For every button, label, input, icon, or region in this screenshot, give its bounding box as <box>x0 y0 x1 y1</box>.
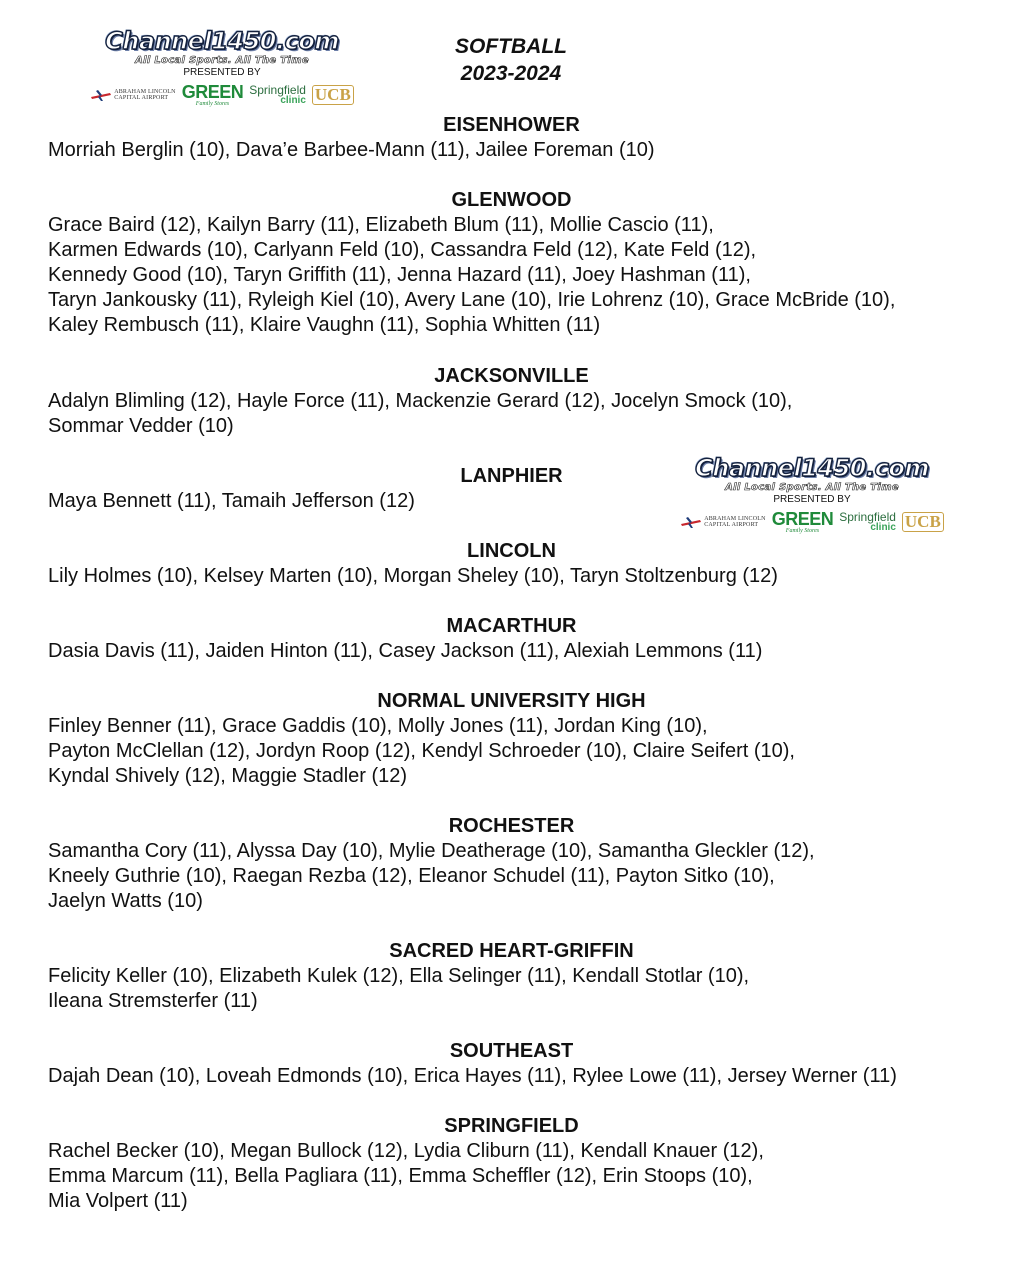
player-list <box>48 564 988 589</box>
player-line: Adalyn Blimling (12), Hayle Force (11), Mackenzie Gerard (12), Jocelyn Smock (10), <box>48 390 793 412</box>
player-line: Dajah Dean (10), Loveah Edmonds (10), Erica Hayes (11), Rylee Lowe (11), Jersey Werner (11) <box>48 1065 897 1087</box>
green-name: GREEN <box>771 508 834 529</box>
team-name: LANPHIER <box>460 465 563 487</box>
player-line: Kaley Rembusch (11), Klaire Vaughn (11), Sophia Whitten (11) <box>48 314 601 336</box>
player-line: Jaelyn Watts (10) <box>48 890 203 912</box>
team-name: NORMAL UNIVERSITY HIGH <box>377 690 646 712</box>
logo-presented-by: PRESENTED BY <box>183 67 261 78</box>
player-list <box>48 213 988 338</box>
airport-logo <box>90 87 176 103</box>
airport-name-line1: ABRAHAM LINCOLN <box>114 89 176 95</box>
player-line: Ileana Stremsterfer (11) <box>48 990 258 1012</box>
clinic-name: Springfield <box>249 83 306 97</box>
team-section-southeast <box>48 1039 988 1089</box>
ucb-logo: UCB <box>902 512 944 532</box>
player-line: Emma Marcum (11), Bella Pagliara (11), Emma Scheffler (12), Erin Stoops (10), <box>48 1165 753 1187</box>
team-section-macarthur <box>48 614 988 664</box>
player-line: Dasia Davis (11), Jaiden Hinton (11), Casey Jackson (11), Alexiah Lemmons (11) <box>48 640 763 662</box>
player-line: Lily Holmes (10), Kelsey Marten (10), Morgan Sheley (10), Taryn Stoltzenburg (12) <box>48 565 778 587</box>
season-title: 2023-2024 <box>460 62 562 85</box>
document-title <box>420 33 602 87</box>
team-section-normal-university-high <box>48 689 988 789</box>
green-family-stores-logo <box>181 81 244 107</box>
player-line: Taryn Jankousky (11), Ryleigh Kiel (10), Avery Lane (10), Irie Lohrenz (10), Grace McBride (10), <box>48 289 896 311</box>
logo-presented-by: PRESENTED BY <box>773 494 851 505</box>
team-name: SACRED HEART-GRIFFIN <box>389 940 634 962</box>
player-line: Samantha Cory (11), Alyssa Day (10), Mylie Deatherage (10), Samantha Gleckler (12), <box>48 840 815 862</box>
team-name: MACARTHUR <box>446 615 577 637</box>
springfield-clinic-logo <box>249 84 306 106</box>
logo-tagline: All Local Sports. All The Time <box>725 482 899 493</box>
player-line: Kyndal Shively (12), Maggie Stadler (12) <box>48 765 408 787</box>
team-section-lincoln <box>48 539 988 589</box>
team-name: EISENHOWER <box>443 114 580 136</box>
green-sub: Family Stores <box>195 100 230 107</box>
team-section-rochester <box>48 814 988 914</box>
player-list <box>48 639 988 664</box>
sponsor-logos <box>674 507 950 537</box>
player-line: Finley Benner (11), Grace Gaddis (10), Molly Jones (11), Jordan King (10), <box>48 715 708 737</box>
green-sub: Family Stores <box>785 527 820 534</box>
sport-title: SOFTBALL <box>455 35 567 58</box>
team-section-springfield <box>48 1114 988 1214</box>
airport-name-line1: ABRAHAM LINCOLN <box>704 516 766 522</box>
logo-brand: Channel1450.com <box>105 27 339 55</box>
player-line: Grace Baird (12), Kailyn Barry (11), Elizabeth Blum (11), Mollie Cascio (11), <box>48 214 714 236</box>
player-list <box>48 1064 988 1089</box>
green-family-stores-logo <box>771 508 834 534</box>
player-line: Mia Volpert (11) <box>48 1190 188 1212</box>
clinic-sub: clinic <box>280 95 306 106</box>
player-line: Rachel Becker (10), Megan Bullock (12), Lydia Cliburn (11), Kendall Knauer (12), <box>48 1140 764 1162</box>
player-list <box>48 714 988 789</box>
springfield-clinic-logo <box>839 511 896 533</box>
player-list <box>48 138 988 163</box>
player-list <box>48 389 988 439</box>
channel1450-logo <box>84 28 360 116</box>
team-section-sacred-heart-griffin <box>48 939 988 1014</box>
airport-name-line2: CAPITAL AIRPORT <box>704 522 759 528</box>
team-name: ROCHESTER <box>448 815 575 837</box>
team-section-glenwood <box>48 188 988 338</box>
sponsor-logos <box>84 80 360 110</box>
airplane-icon <box>680 514 702 530</box>
player-line: Payton McClellan (12), Jordyn Roop (12), Kendyl Schroeder (10), Claire Seifert (10), <box>48 740 795 762</box>
player-line: Felicity Keller (10), Elizabeth Kulek (12), Ella Selinger (11), Kendall Stotlar (10), <box>48 965 750 987</box>
player-list <box>48 1139 988 1214</box>
team-section-jacksonville <box>48 364 988 439</box>
clinic-name: Springfield <box>839 510 896 524</box>
logo-brand: Channel1450.com <box>695 454 929 482</box>
team-section-eisenhower <box>48 113 988 163</box>
team-name: SPRINGFIELD <box>444 1115 579 1137</box>
airport-logo <box>680 514 766 530</box>
channel1450-logo-secondary <box>674 455 950 543</box>
player-line: Kennedy Good (10), Taryn Griffith (11), Jenna Hazard (11), Joey Hashman (11), <box>48 264 751 286</box>
airport-name-line2: CAPITAL AIRPORT <box>114 95 169 101</box>
player-line: Kneely Guthrie (10), Raegan Rezba (12), Eleanor Schudel (11), Payton Sitko (10), <box>48 865 775 887</box>
team-name: GLENWOOD <box>451 189 572 211</box>
player-line: Sommar Vedder (10) <box>48 415 234 437</box>
clinic-sub: clinic <box>870 522 896 533</box>
green-name: GREEN <box>181 81 244 102</box>
team-name: SOUTHEAST <box>449 1040 574 1062</box>
team-name: LINCOLN <box>467 540 556 562</box>
player-list <box>48 964 988 1014</box>
logo-tagline: All Local Sports. All The Time <box>135 55 309 66</box>
player-list <box>48 839 988 914</box>
ucb-logo: UCB <box>312 85 354 105</box>
player-line: Maya Bennett (11), Tamaih Jefferson (12) <box>48 490 415 512</box>
team-name: JACKSONVILLE <box>434 365 589 387</box>
player-line: Karmen Edwards (10), Carlyann Feld (10), Cassandra Feld (12), Kate Feld (12), <box>48 239 757 261</box>
player-line: Morriah Berglin (10), Dava’e Barbee-Mann (11), Jailee Foreman (10) <box>48 139 655 161</box>
airplane-icon <box>90 87 112 103</box>
